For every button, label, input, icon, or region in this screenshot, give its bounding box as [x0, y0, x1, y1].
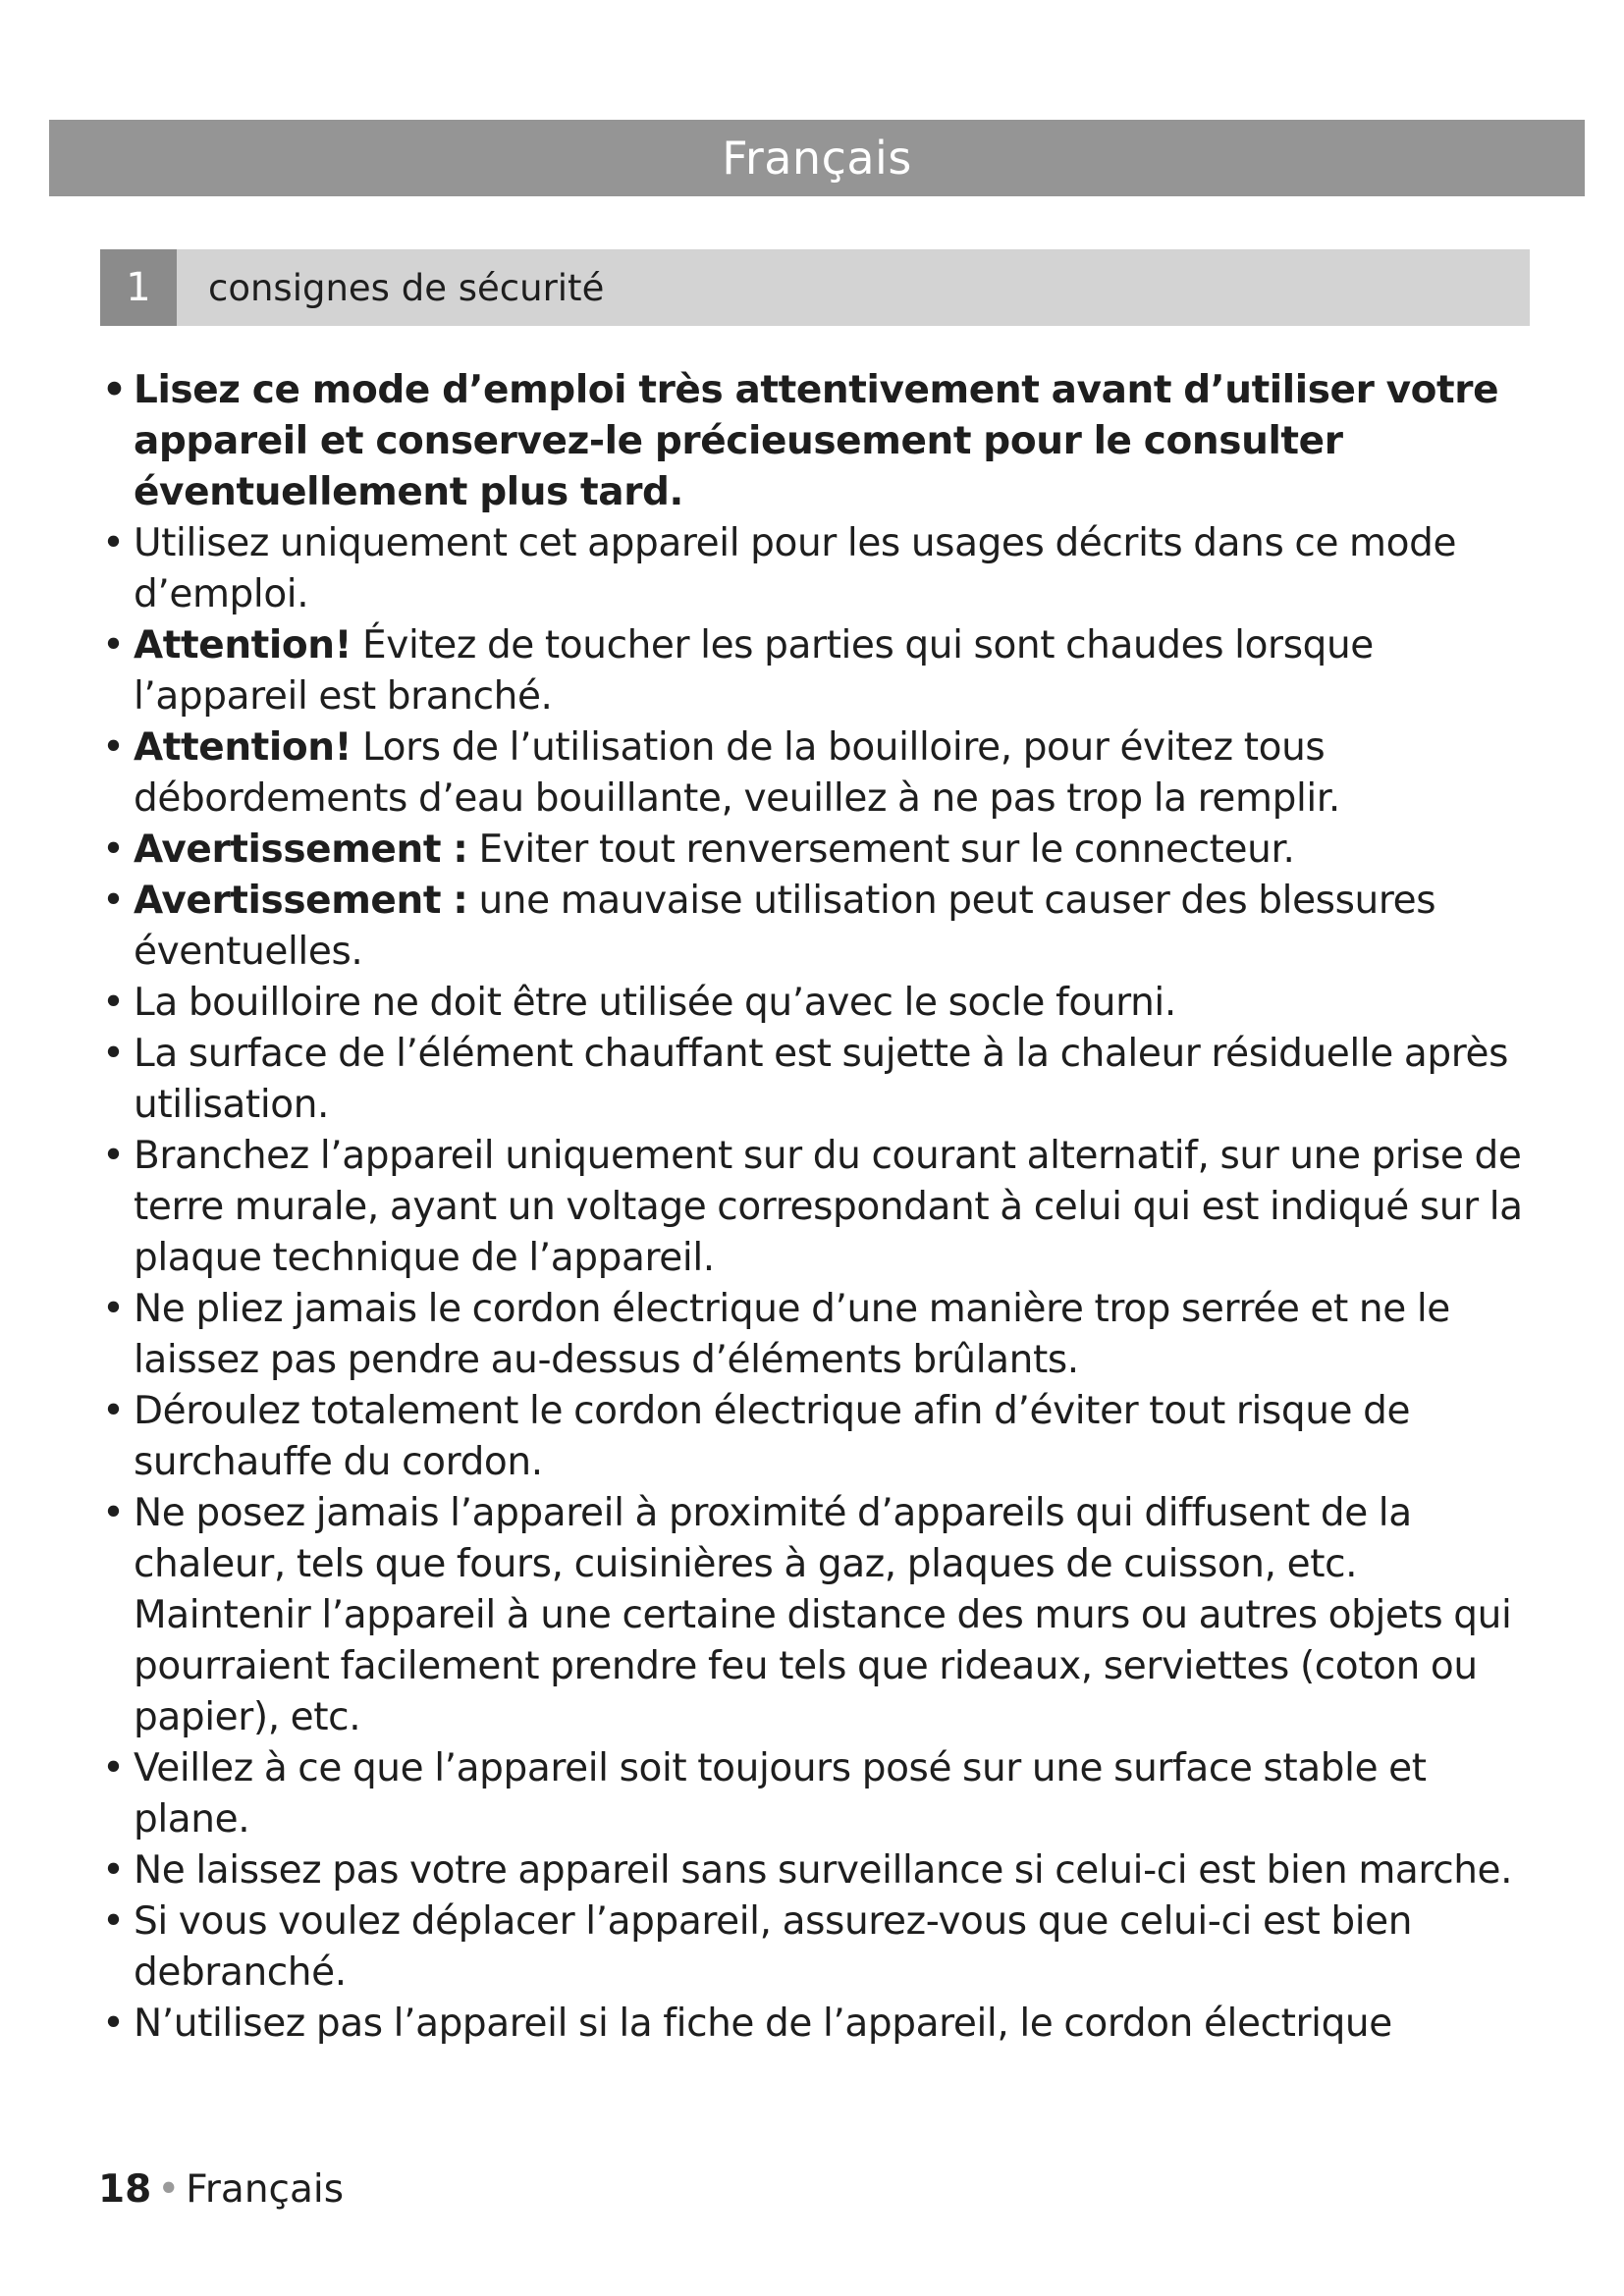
section-number: 1 [100, 249, 177, 326]
item-text: La surface de l’élément chauffant est sujette à la chaleur résiduelle après utilisation. [134, 1032, 1509, 1127]
item-lead: Attention! [134, 623, 352, 667]
list-item [100, 1743, 1530, 1845]
item-text: Déroulez totalement le cordon électrique afin d’éviter tout risque de surchauffe du cordon. [134, 1389, 1411, 1484]
item-text: N’utilisez pas l’appareil si la fiche de l’appareil, le cordon électrique [134, 2002, 1392, 2046]
list-item [100, 1284, 1530, 1386]
bullet: • [102, 1134, 125, 1178]
page-number: 18 [98, 2167, 152, 2212]
section-title: consignes de sécurité [208, 266, 605, 309]
item-text: Veillez à ce que l’appareil soit toujours posé sur une surface stable et plane. [134, 1746, 1427, 1842]
bullet: • [102, 1287, 125, 1331]
section-header [100, 249, 1530, 326]
safety-instructions-list [100, 365, 1530, 2050]
page-footer [98, 2167, 344, 2212]
list-item [100, 620, 1530, 722]
bullet: • [102, 981, 125, 1025]
list-item [100, 876, 1530, 978]
language-banner-label: Français [722, 132, 912, 185]
bullet: • [102, 1899, 125, 1944]
item-lead: Avertissement : [134, 879, 468, 923]
bullet: • [102, 1032, 125, 1076]
list-item [100, 825, 1530, 876]
bullet: • [102, 368, 127, 412]
list-item [100, 722, 1530, 825]
language-banner [49, 120, 1585, 196]
item-text: Utilisez uniquement cet appareil pour les usages décrits dans ce mode d’emploi. [134, 521, 1457, 616]
item-text: La bouilloire ne doit être utilisée qu’avec le socle fourni. [134, 981, 1176, 1025]
item-text: Évitez de toucher les parties qui sont chaudes lorsque l’appareil est branché. [134, 623, 1374, 719]
list-item [100, 1845, 1530, 1896]
bullet: • [102, 521, 125, 565]
bullet: • [102, 1491, 125, 1535]
bullet: • [102, 879, 125, 923]
item-text: Ne posez jamais l’appareil à proximité d’appareils qui diffusent de la chaleur, tels que fours, cuisinières à gaz, plaques de cuisson, etc. Maintenir l’appareil à une certaine distance des murs ou autres objets qui pourraient facilement prendre feu tels que rideaux, serviettes (coton ou papier), etc. [134, 1491, 1512, 1739]
item-text: Ne laissez pas votre appareil sans surveillance si celui-ci est bien marche. [134, 1848, 1513, 1893]
list-item [100, 978, 1530, 1029]
list-item [100, 1896, 1530, 1999]
bullet: • [102, 725, 125, 770]
item-text: Lors de l’utilisation de la bouilloire, pour évitez tous débordements d’eau bouillante, veuillez à ne pas trop la remplir. [134, 725, 1340, 821]
item-text: Si vous voulez déplacer l’appareil, assurez-vous que celui-ci est bien debranché. [134, 1899, 1413, 1995]
bullet: • [102, 828, 125, 872]
bullet: • [102, 623, 125, 667]
list-item [100, 1029, 1530, 1131]
list-item [100, 365, 1530, 518]
item-text: Eviter tout renversement sur le connecteur. [467, 828, 1295, 872]
item-text: Branchez l’appareil uniquement sur du courant alternatif, sur une prise de terre murale, ayant un voltage correspondant à celui qui est indiqué sur la plaque technique de l’appareil. [134, 1134, 1523, 1280]
list-item [100, 1386, 1530, 1488]
footer-language: Français [186, 2167, 345, 2212]
item-text: une mauvaise utilisation peut causer des blessures éventuelles. [134, 879, 1436, 974]
list-item [100, 1488, 1530, 1743]
footer-separator: • [157, 2167, 181, 2212]
bullet: • [102, 1746, 125, 1790]
bullet: • [102, 2002, 125, 2046]
list-item [100, 1131, 1530, 1284]
item-text: Ne pliez jamais le cordon électrique d’une manière trop serrée et ne le laissez pas pendre au-dessus d’éléments brûlants. [134, 1287, 1450, 1382]
list-item [100, 1999, 1530, 2050]
item-lead: Attention! [134, 725, 352, 770]
list-item [100, 518, 1530, 620]
bullet: • [102, 1848, 125, 1893]
bullet: • [102, 1389, 125, 1433]
item-lead: Avertissement : [134, 828, 468, 872]
item-text: Lisez ce mode d’emploi très attentivement avant d’utiliser votre appareil et conservez-le précieusement pour le consulter éventuellement plus tard. [134, 368, 1499, 514]
